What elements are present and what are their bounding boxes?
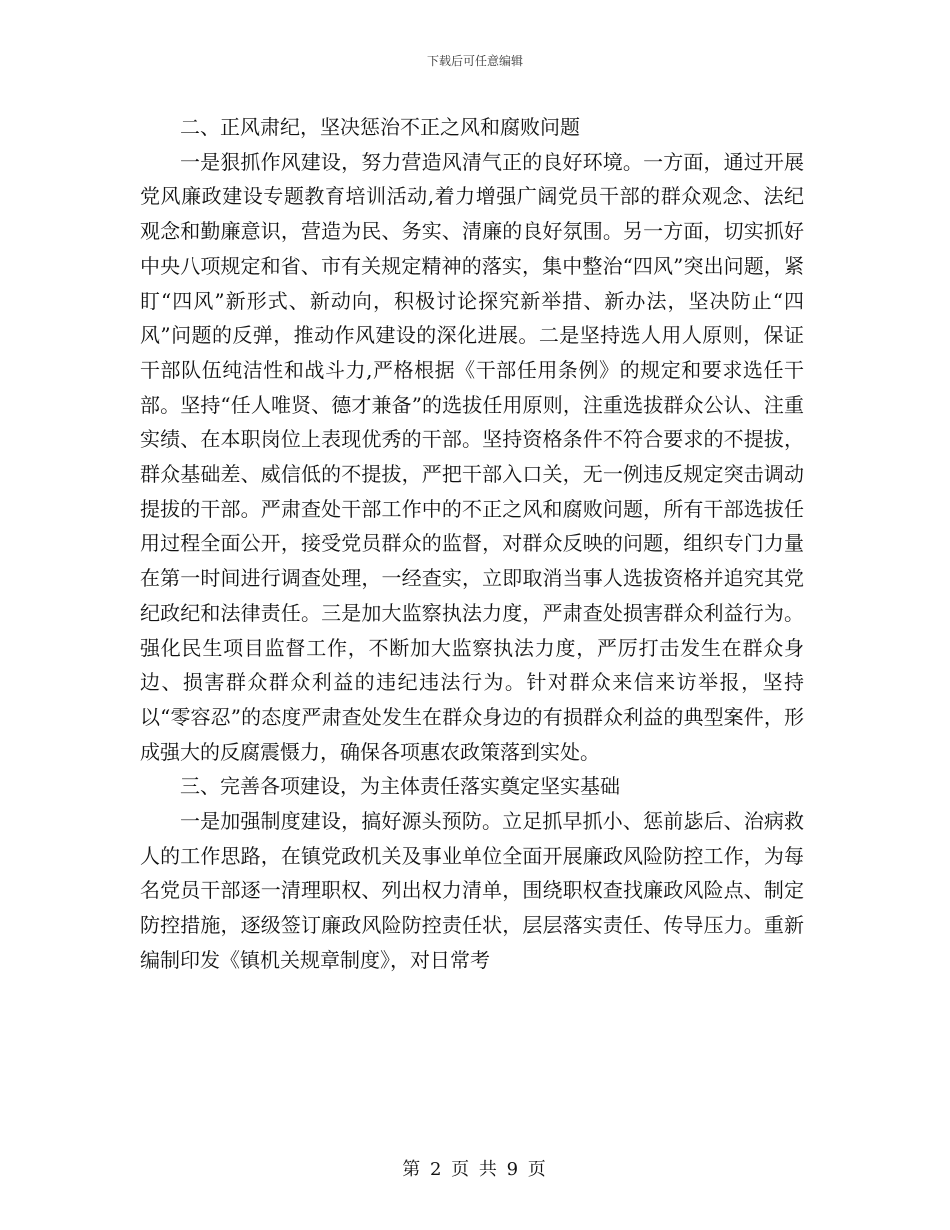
- body-paragraph: 一是狠抓作风建设，努力营造风清气正的良好环境。一方面，通过开展党风廉政建设专题教育培训活动,着力增强广阔党员干部的群众观念、法纪观念和勤廉意识，营造为民、务实、清廉的良好氛围。另一方面，切实抓好中央八项规定和省、市有关规定精神的落实，集中整治“四风”突出问题，紧盯“四风”新形式、新动向，积极讨论探究新举措、新办法，坚决防止“四风”问题的反弹，推动作风建设的深化进展。二是坚持选人用人原则，保证干部队伍纯洁性和战斗力,严格根据《干部任用条例》的规定和要求选任干部。坚持“任人唯贤、德才兼备”的选拔任用原则，注重选拔群众公认、注重实绩、在本职岗位上表现优秀的干部。坚持资格条件不符合要求的不提拔，群众基础差、威信低的不提拔，严把干部入口关，无一例违反规定突击调动提拔的干部。严肃查处干部工作中的不正之风和腐败问题，所有干部选拔任用过程全面公开，接受党员群众的监督，对群众反映的问题，组织专门力量在第一时间进行调查处理，一经查实，立即取消当事人选拔资格并追究其党纪政纪和法律责任。三是加大监察执法力度，严肃查处损害群众利益行为。强化民生项目监督工作，不断加大监察执法力度，严厉打击发生在群众身边、损害群众群众利益的违纪违法行为。针对群众来信来访举报，坚持以“零容忍”的态度严肃查处发生在群众身边的有损群众利益的典型案件，形成强大的反腐震慑力，确保各项惠农政策落到实处。: [140, 149, 804, 764]
- section-heading-three: 三、完善各项建设，为主体责任落实奠定坚实基础: [180, 774, 620, 799]
- body-paragraph: 一是加强制度建设，搞好源头预防。立足抓早抓小、惩前毖后、治病救人的工作思路，在镇党政机关及事业单位全面开展廉政风险防控工作，为每名党员干部逐一清理职权、列出权力清单，围绕职权查找廉政风险点、制定防控措施，逐级签订廉政风险防控责任状，层层落实责任、传导压力。重新编制印发《镇机关规章制度》，对日常考: [140, 809, 804, 972]
- section-heading-two: 二、正风肃纪，坚决惩治不正之风和腐败问题: [180, 115, 580, 139]
- document-body: [140, 110, 804, 978]
- page-number-footer: [0, 1155, 950, 1181]
- page-number-label: 第 2 页 共 9 页: [402, 1159, 548, 1180]
- page-header-note: 下载后可任意编辑: [426, 54, 523, 68]
